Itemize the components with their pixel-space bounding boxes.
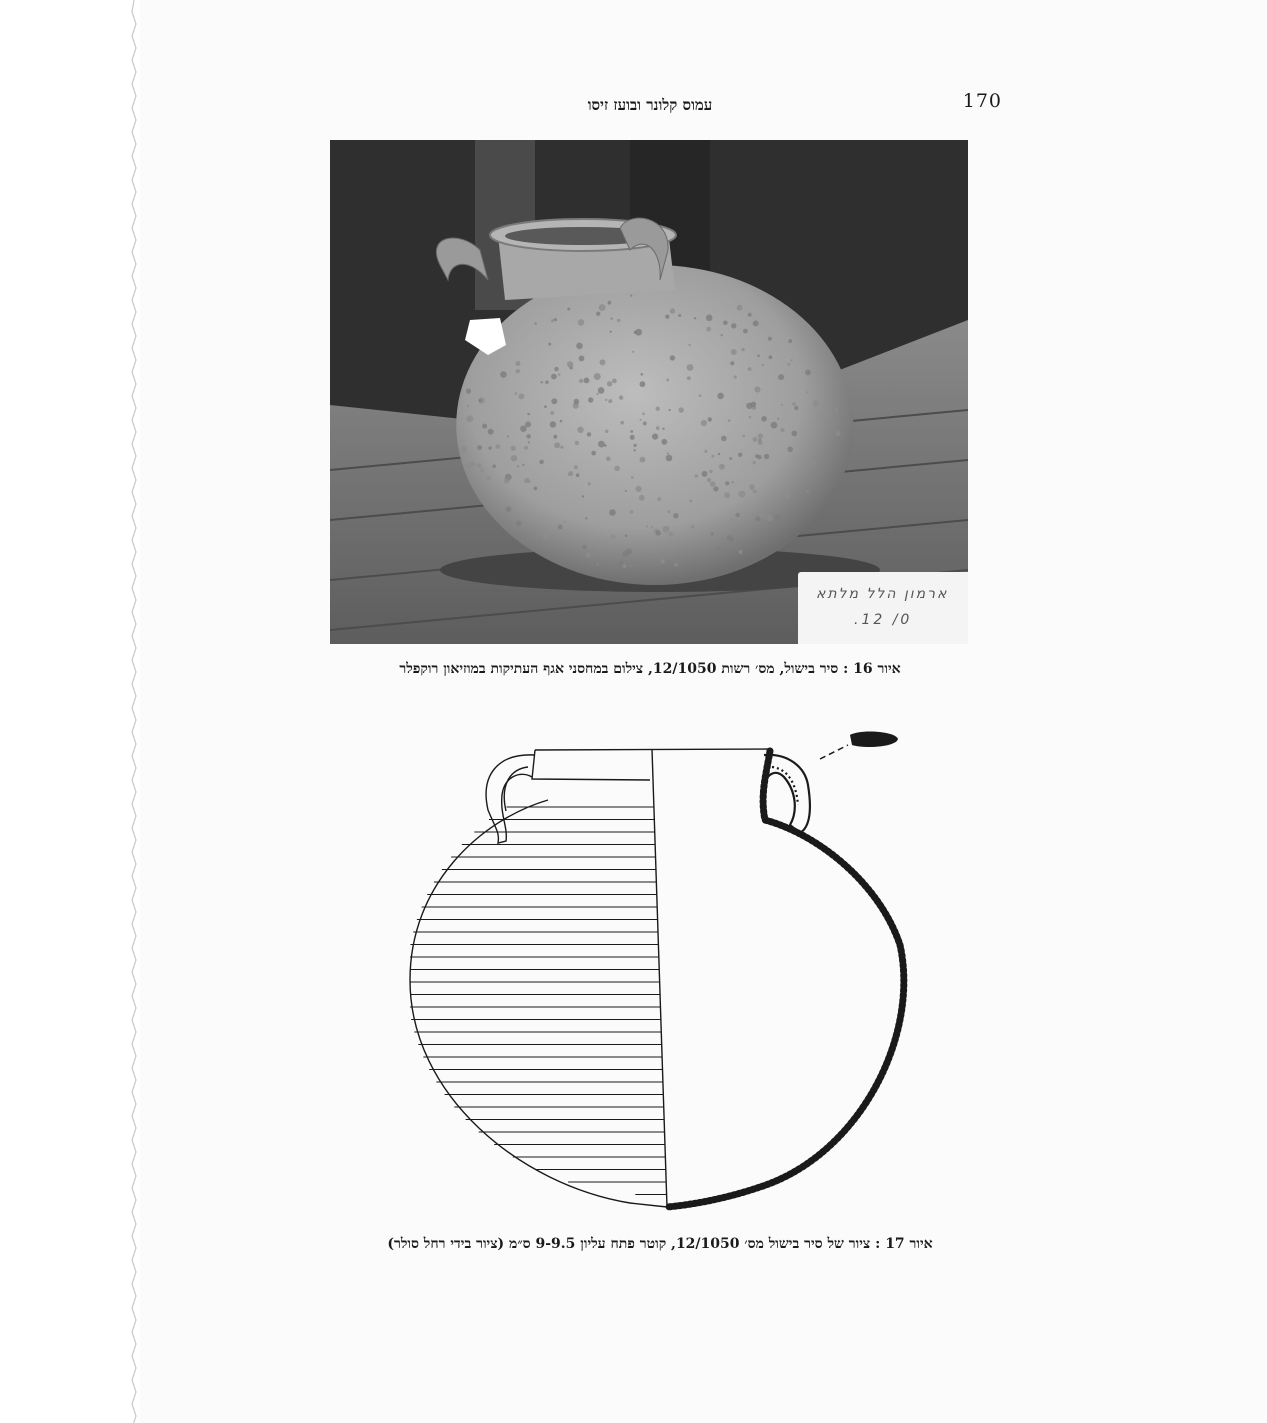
figure-16-caption: איור 16 : סיר בישול, מס׳ רשות 12/1050, צילום במחסני אגף העתיקות במוזיאון רוקפלר [399, 661, 901, 677]
pot-body [456, 265, 853, 585]
page-edge [126, 0, 142, 1423]
running-head [330, 90, 1002, 124]
page-number: 170 [962, 90, 1002, 112]
drawing-section-right [667, 751, 904, 1207]
photo-label-tag [798, 572, 968, 644]
drawing-center-axis [652, 749, 667, 1207]
pot-drawing [380, 715, 940, 1225]
running-title: עמוס קלונר ובועז זיסו [587, 96, 713, 114]
drawing-handle-left [486, 755, 535, 843]
photo-tag-line2: .12 /0 [854, 612, 913, 628]
drawing-outline-left [410, 800, 667, 1207]
drawing-neck-left [532, 750, 650, 780]
drawing-rim-pointer [820, 745, 848, 759]
photo-tag-line1: ארמון הלל מלתא [816, 586, 949, 602]
pot-photo [330, 140, 968, 644]
figure-17-caption: איור 17 : ציור של סיר בישול מס׳ 12/1050, קוטר פתח עליון 9-9.5 ס״מ (ציור בידי רחל סולר) [387, 1236, 933, 1252]
drawing-rim-detail [850, 732, 898, 747]
